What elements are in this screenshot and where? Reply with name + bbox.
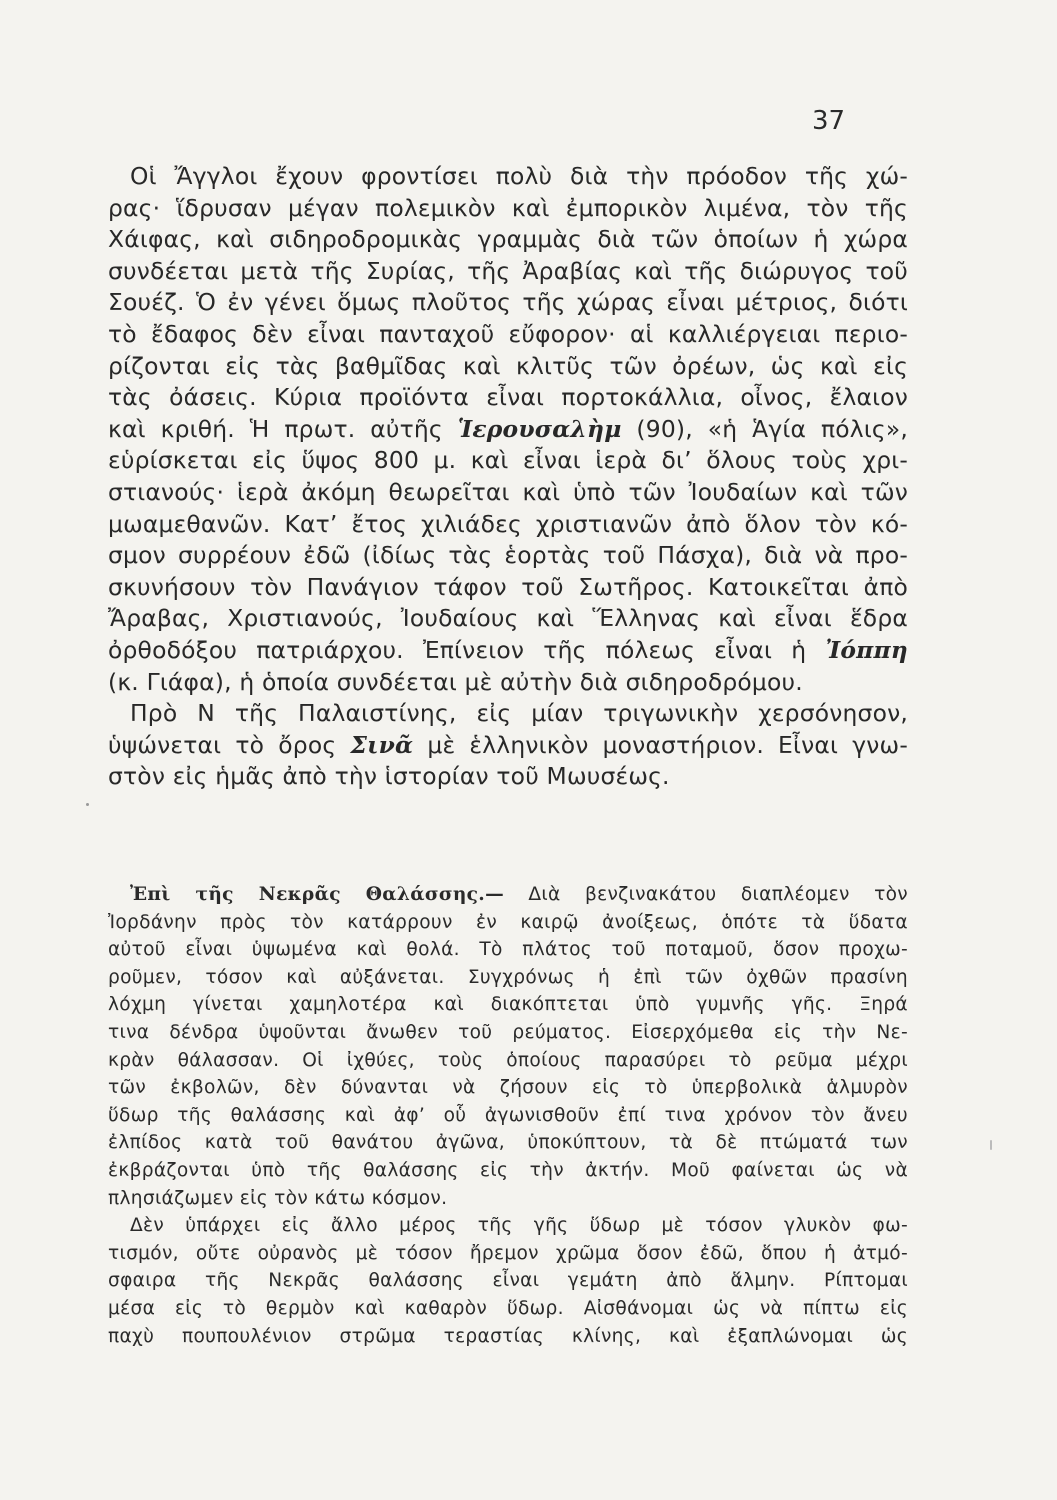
paper-speck <box>990 1140 992 1150</box>
text-line: Πρὸ Ν τῆς Παλαιστίνης, εἰς μίαν τριγωνικὴν χερσόνησον, <box>130 699 908 728</box>
text-line: Χάιφας, καὶ σιδηροδρομικὰς γραμμὰς διὰ τῶν ὁποίων ἡ χώρα <box>108 225 908 254</box>
place-name-sinai: Σινᾶ <box>350 730 414 759</box>
text-line: σφαιρα τῆς Νεκρᾶς θαλάσσης εἶναι γεμάτη ἀπὸ ἅλμην. Ρίπτομαι <box>108 1270 908 1292</box>
text-line: ροῦμεν, τόσον καὶ αὐξάνεται. Συγχρόνως ἡ ἐπὶ τῶν ὀχθῶν πρασίνη <box>108 966 908 988</box>
text-line: ἐλπίδος κατὰ τοῦ θανάτου ἀγῶνα, ὑποκύπτουν, τὰ δὲ πτώματά των <box>108 1132 908 1154</box>
text-line: τὰς ὀάσεις. Κύρια προϊόντα εἶναι πορτοκάλλια, οἶνος, ἔλαιον <box>108 383 908 412</box>
text-line: (κ. Γιάφα), ἡ ὁποία συνδέεται μὲ αὐτὴν διὰ σιδηροδρόμου. <box>108 667 803 696</box>
text-segment: μὲ ἑλληνικὸν μοναστήριον. Εἶναι γνω- <box>413 730 908 759</box>
text-line: ἐκβράζονται ὑπὸ τῆς θαλάσσης εἰς τὴν ἀκτήν. Μοῦ φαίνεται ὡς νὰ <box>108 1159 908 1181</box>
text-line <box>108 881 908 909</box>
text-line: ὕδωρ τῆς θαλάσσης καὶ ἀφ’ οὗ ἀγωνισθοῦν ἐπί τινα χρόνον τὸν ἄνευ <box>108 1104 908 1126</box>
place-name-joppa: Ἰόππη <box>825 635 908 664</box>
place-name-jerusalem: Ἱερουσαλὴμ <box>457 414 622 443</box>
text-segment: καὶ κριθή. Ἡ πρωτ. αὐτῆς <box>108 414 458 443</box>
text-line: στὸν εἰς ἡμᾶς ἀπὸ τὴν ἱστορίαν τοῦ Μωυσέως. <box>108 762 670 791</box>
text-line <box>108 414 908 446</box>
text-segment: Διὰ βενζινακάτου διαπλέομεν τὸν <box>503 884 908 905</box>
section-heading-dead-sea: Ἐπὶ τῆς Νεκρᾶς Θαλάσσης.— <box>130 884 504 905</box>
text-line: εὑρίσκεται εἰς ὕψος 800 μ. καὶ εἶναι ἱερὰ δι’ ὅλους τοὺς χρι- <box>108 446 908 475</box>
text-line: Ἄραβας, Χριστιανούς, Ἰουδαίους καὶ Ἕλληνας καὶ εἶναι ἕδρα <box>108 604 908 633</box>
text-line: μωαμεθανῶν. Κατ’ ἔτος χιλιάδες χριστιανῶν ἀπὸ ὅλον τὸν κό- <box>108 509 908 538</box>
text-line: στιανούς· ἱερὰ ἀκόμη θεωρεῖται καὶ ὑπὸ τῶν Ἰουδαίων καὶ τῶν <box>108 477 908 506</box>
text-line <box>108 635 908 667</box>
text-line: ρας· ἵδρυσαν μέγαν πολεμικὸν καὶ ἐμπορικὸν λιμένα, τὸν τῆς <box>108 193 908 222</box>
paragraph-dead-sea <box>108 881 908 1350</box>
text-line: ρίζονται εἰς τὰς βαθμῖδας καὶ κλιτῦς τῶν ὀρέων, ὡς καὶ εἰς <box>108 351 908 380</box>
paragraph-palestine-economy <box>108 161 908 793</box>
text-line: Σουέζ. Ὁ ἐν γένει ὅμως πλοῦτος τῆς χώρας εἶναι μέτριος, διότι <box>108 288 908 317</box>
page-number: 37 <box>812 106 846 136</box>
text-segment: (90), «ἡ Ἁγία πόλις», <box>621 414 909 443</box>
text-line: τισμόν, οὔτε οὐρανὸς μὲ τόσον ἤρεμον χρῶμα ὅσον ἐδῶ, ὅπου ἡ ἀτμό- <box>108 1242 908 1264</box>
text-line <box>108 730 908 762</box>
text-line: πλησιάζωμεν εἰς τὸν κάτω κόσμον. <box>108 1187 448 1209</box>
text-line: μέσα εἰς τὸ θερμὸν καὶ καθαρὸν ὕδωρ. Αἰσθάνομαι ὡς νὰ πίπτω εἰς <box>108 1297 908 1319</box>
text-segment: ὀρθοδόξου πατριάρχου. Ἐπίνειον τῆς πόλεως εἶναι ἡ <box>108 635 826 664</box>
text-line: σμον συρρέουν ἐδῶ (ἰδίως τὰς ἑορτὰς τοῦ Πάσχα), διὰ νὰ προ- <box>108 541 908 570</box>
text-line: συνδέεται μετὰ τῆς Συρίας, τῆς Ἀραβίας καὶ τῆς διώρυγος τοῦ <box>108 256 908 285</box>
text-line: αὐτοῦ εἶναι ὑψωμένα καὶ θολά. Τὸ πλάτος τοῦ ποταμοῦ, ὅσον προχω- <box>108 939 908 961</box>
text-line: Ἰορδάνην πρὸς τὸν κατάρρουν ἐν καιρῷ ἀνοίξεως, ὁπότε τὰ ὕδατα <box>108 911 908 933</box>
text-line: λόχμη γίνεται χαμηλοτέρα καὶ διακόπτεται ὑπὸ γυμνῆς γῆς. Ξηρά <box>108 994 908 1016</box>
text-segment: ὑψώνεται τὸ ὄρος <box>108 730 351 759</box>
text-line: κρὰν θάλασσαν. Οἱ ἰχθύες, τοὺς ὁποίους παρασύρει τὸ ρεῦμα μέχρι <box>108 1049 908 1071</box>
text-line: τὸ ἔδαφος δὲν εἶναι πανταχοῦ εὔφορον· αἱ καλλιέργειαι περιο- <box>108 319 908 348</box>
text-line: Δὲν ὑπάρχει εἰς ἄλλο μέρος τῆς γῆς ὕδωρ μὲ τόσον γλυκὸν φω- <box>130 1215 908 1237</box>
text-line: Οἱ Ἄγγλοι ἔχουν φροντίσει πολὺ διὰ τὴν πρόοδον τῆς χώ- <box>130 162 908 190</box>
text-line: παχὺ πουπουλένιον στρῶμα τεραστίας κλίνης, καὶ ἐξαπλώνομαι ὡς <box>108 1325 908 1347</box>
text-line: τῶν ἐκβολῶν, δὲν δύνανται νὰ ζήσουν εἰς τὸ ὑπερβολικὰ ἁλμυρὸν <box>108 1077 908 1099</box>
text-line: σκυνήσουν τὸν Πανάγιον τάφον τοῦ Σωτῆρος. Κατοικεῖται ἀπὸ <box>108 572 908 601</box>
text-line: τινα δένδρα ὑψοῦνται ἄνωθεν τοῦ ρεύματος. Εἰσερχόμεθα εἰς τὴν Νε- <box>108 1021 908 1043</box>
paper-speck <box>86 803 89 806</box>
